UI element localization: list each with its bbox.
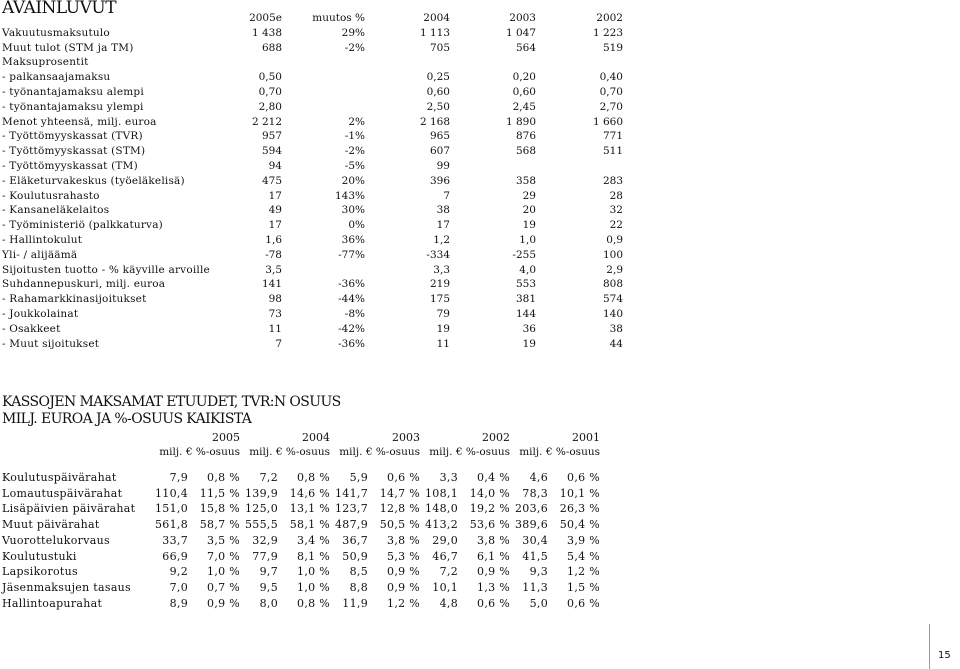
table-cell: -77% [338,248,365,261]
share-cell: 50,4 % [559,518,600,532]
table-row [2,41,623,56]
table-row [2,85,623,100]
share-cell: 58,1 % [289,518,330,532]
table-cell: -44% [338,293,365,306]
table-row [2,549,600,565]
header-spacer [2,460,600,470]
row-label: Hallintoapurahat [2,596,103,610]
row-label: - Työttömyyskassat (STM) [2,145,146,158]
page-number: 15 [938,650,951,661]
table-cell: 17 [436,219,450,232]
table-cell: 688 [261,41,282,54]
subheader-2005: milj. € %-osuus [159,446,240,458]
share-cell: 0,4 % [477,471,510,484]
amount-cell: 7,2 [259,471,278,484]
share-cell: 1,5 % [567,580,600,594]
share-cell: 0,9 % [387,565,420,579]
share-cell: 0,6 % [567,471,600,484]
table-row [2,580,600,596]
table-cell: 771 [602,130,623,143]
row-label: - Hallintokulut [2,233,83,246]
table-cell: -36% [338,278,365,291]
amount-cell: 41,5 [522,549,548,563]
year-2004: 2004 [302,431,330,444]
table-cell: -5% [344,159,365,172]
table-row [2,203,623,218]
share-cell: 26,3 % [559,502,600,516]
table-row [2,337,623,352]
table-cell: 568 [515,145,536,158]
table-cell: 705 [429,41,450,54]
amount-cell: 148,0 [425,502,458,516]
share-cell: 0,8 % [207,471,240,484]
table-cell: 396 [429,174,450,187]
amount-cell: 29,0 [432,533,458,547]
share-cell: 5,4 % [567,549,600,563]
table-cell: -1% [344,130,365,143]
table-row [2,564,600,580]
amount-cell: 36,7 [342,533,368,547]
share-cell: 0,6 % [477,596,510,610]
table-cell: 2 168 [419,115,450,128]
table-cell: 0,50 [258,71,282,84]
table-cell: 876 [515,130,536,143]
share-cell: 10,1 % [559,486,600,500]
table-cell: 2,45 [512,100,536,113]
share-cell: 0,6 % [567,596,600,610]
amount-cell: 413,2 [425,518,458,532]
table-cell: 219 [429,278,450,291]
share-cell: 11,5 % [199,486,240,500]
footer-divider [929,624,930,669]
key-figures-table [2,11,623,351]
row-label: Koulutuspäivärahat [2,471,117,484]
header-change: muutos % [312,12,365,24]
table-cell: 2,50 [426,100,450,113]
share-cell: 0,9 % [387,580,420,594]
amount-cell: 4,6 [529,471,548,484]
amount-cell: 9,5 [259,580,278,594]
table-cell: 32 [609,204,623,217]
amount-cell: 50,9 [342,549,368,563]
share-cell: 0,6 % [387,471,420,484]
year-2002: 2002 [482,431,510,444]
share-cell: 0,8 % [297,596,330,610]
header-2003: 2003 [509,12,536,24]
table-cell: 20% [341,174,365,187]
amount-cell: 11,3 [522,580,548,594]
table-cell: 30% [341,204,365,217]
table-row [2,248,623,263]
year-label-cell [2,430,150,445]
row-label: - Joukkolainat [2,307,79,320]
table-row [2,596,600,612]
table-cell [365,55,450,70]
amount-cell: 9,2 [169,565,188,579]
amount-cell: 32,9 [252,533,278,547]
table-cell: 0,60 [512,85,536,98]
table-row [2,533,600,549]
subheader-2002: milj. € %-osuus [429,446,510,458]
amount-cell: 33,7 [162,533,188,547]
share-cell: 1,2 % [567,565,600,579]
header-label-cell [2,11,237,26]
amount-cell: 8,9 [169,596,188,610]
amount-cell: 7,2 [439,565,458,579]
share-cell: 1,0 % [297,565,330,579]
share-cell: 58,7 % [199,518,240,532]
table-cell: 594 [261,145,282,158]
table-cell: -2% [344,145,365,158]
table-row [2,115,623,130]
row-label: Vakuutusmaksutulo [2,26,110,39]
table-cell: 19 [522,337,536,350]
table-cell: -42% [338,322,365,335]
table-cell: 98 [268,293,282,306]
table-cell: 0,40 [599,71,623,84]
table-cell: 36% [341,233,365,246]
table-row [2,486,600,502]
table-row [2,218,623,233]
table-cell: -8% [344,307,365,320]
table-cell: -2% [344,41,365,54]
row-label: - Työttömyyskassat (TM) [2,159,138,172]
table-cell: 0,70 [599,85,623,98]
table-cell: 100 [602,248,623,261]
year-2005: 2005 [212,431,240,444]
table-row [2,174,623,189]
amount-cell: 46,7 [432,549,458,563]
table-row [2,501,600,517]
table-row [2,189,623,204]
table-cell: 2,80 [258,100,282,113]
table-cell: 17 [268,189,282,202]
amount-cell: 10,1 [432,580,458,594]
table-cell: 19 [436,322,450,335]
table-cell: 141 [261,278,282,291]
table-cell: 143% [334,189,365,202]
table-cell [282,263,365,278]
table-cell: 957 [261,130,282,143]
amount-cell: 77,9 [252,549,278,563]
amount-cell: 66,9 [162,549,188,563]
table-cell: 175 [429,293,450,306]
header-2005e: 2005e [249,12,282,24]
share-cell: 0,9 % [207,596,240,610]
table-cell: 381 [515,293,536,306]
table-cell: 19 [522,219,536,232]
share-cell: 0,8 % [297,471,330,484]
table-cell [282,70,365,85]
table-cell [282,55,365,70]
table-cell: 0,9 [606,233,623,246]
row-label: - Rahamarkkinasijoitukset [2,293,147,306]
table-cell: 1 438 [251,26,282,39]
table-cell: 2% [348,115,365,128]
table-cell: 1 047 [505,26,536,39]
table-cell: 0% [348,219,365,232]
row-label: - Osakkeet [2,322,61,335]
row-label: - palkansaajamaksu [2,71,111,84]
table-cell [282,85,365,100]
row-label: Menot yhteensä, milj. euroa [2,115,157,128]
row-label: Vuorottelukorvaus [2,533,110,547]
table-cell: 29 [522,189,536,202]
table-cell: 29% [341,26,365,39]
section-title-line1: KASSOJEN MAKSAMAT ETUUDET, TVR:N OSUUS [2,394,341,410]
table-cell: 1,6 [265,233,282,246]
amount-cell: 203,6 [515,502,548,516]
benefits-subheader-row [2,445,600,460]
row-label: Sijoitusten tuotto - % käyville arvoille [2,263,210,276]
table-cell: 44 [609,337,623,350]
benefits-year-row [2,430,600,445]
amount-cell: 141,7 [335,486,368,500]
table-cell: 3,3 [433,263,450,276]
table-row [2,70,623,85]
table-cell: 38 [609,322,623,335]
table-cell: 1,0 [519,233,536,246]
table-cell: 11 [268,322,282,335]
table-cell: 140 [602,307,623,320]
amount-cell: 9,7 [259,565,278,579]
table-row [2,322,623,337]
share-cell: 7,0 % [207,549,240,563]
table-cell: 73 [268,307,282,320]
table-cell: -334 [426,248,450,261]
table-cell [237,55,282,70]
table-cell: 475 [261,174,282,187]
table-cell: 79 [436,307,450,320]
share-cell: 15,8 % [199,502,240,516]
table-cell [450,55,536,70]
amount-cell: 3,3 [439,471,458,484]
header-2004: 2004 [423,12,450,24]
table-cell: 564 [515,41,536,54]
table-cell: 22 [609,219,623,232]
share-cell: 53,6 % [469,518,510,532]
table-cell: 7 [443,189,450,202]
row-label: Suhdannepuskuri, milj. euroa [2,278,166,291]
row-label: Koulutustuki [2,549,77,563]
row-label: Lapsikorotus [2,565,78,579]
amount-cell: 8,0 [259,596,278,610]
amount-cell: 125,0 [245,502,278,516]
row-label: - Muut sijoitukset [2,337,100,350]
table-cell: 511 [602,145,623,158]
share-cell: 3,4 % [297,533,330,547]
table-cell: 94 [268,159,282,172]
table-cell: 144 [515,307,536,320]
table-cell: 7 [275,337,282,350]
amount-cell: 8,5 [349,565,368,579]
amount-cell: 151,0 [155,502,188,516]
table-cell [536,159,623,174]
table-row [2,277,623,292]
amount-cell: 108,1 [425,486,458,500]
row-label: - Kansaneläkelaitos [2,204,110,217]
share-cell: 3,5 % [207,533,240,547]
subheader-label-cell [2,445,150,460]
amount-cell: 7,9 [169,471,188,484]
table-cell [282,100,365,115]
row-label: - Työttömyyskassat (TVR) [2,130,143,143]
table-row [2,26,623,41]
share-cell: 1,3 % [477,580,510,594]
share-cell: 3,9 % [567,533,600,547]
row-label: Lomautuspäivärahat [2,486,123,500]
table-cell: 20 [522,204,536,217]
year-2001: 2001 [572,431,600,444]
amount-cell: 7,0 [169,580,188,594]
table-cell: 1,2 [433,233,450,246]
share-cell: 0,7 % [207,580,240,594]
amount-cell: 110,4 [155,486,188,500]
table-row [2,129,623,144]
table-cell: 28 [609,189,623,202]
row-label: Muut tulot (STM ja TM) [2,41,134,54]
table-cell: 358 [515,174,536,187]
section-title-line2: MILJ. EUROA JA %-OSUUS KAIKISTA [2,411,252,427]
table-row [2,292,623,307]
table-cell: 2,9 [606,263,623,276]
table-cell: 4,0 [519,263,536,276]
share-cell: 3,8 % [387,533,420,547]
benefits-table [2,430,600,611]
table-cell: -36% [338,337,365,350]
table-cell: -255 [512,248,536,261]
share-cell: 12,8 % [379,502,420,516]
table-cell: 36 [522,322,536,335]
share-cell: 19,2 % [469,502,510,516]
table-cell: 0,60 [426,85,450,98]
amount-cell: 555,5 [245,518,278,532]
share-cell: 14,6 % [289,486,330,500]
row-label: Yli- / alijäämä [2,248,78,261]
subheader-2003: milj. € %-osuus [339,446,420,458]
table-cell: 49 [268,204,282,217]
table-cell: 38 [436,204,450,217]
table-cell: 1 223 [592,26,623,39]
header-2002: 2002 [596,12,623,24]
table-cell [450,159,536,174]
row-label: Jäsenmaksujen tasaus [2,580,132,594]
table-cell: 3,5 [265,263,282,276]
share-cell: 14,7 % [379,486,420,500]
amount-cell: 389,6 [515,518,548,532]
row-label: - Koulutusrahasto [2,189,100,202]
table-cell: 0,70 [258,85,282,98]
share-cell: 0,9 % [477,565,510,579]
row-label: - Työministeriö (palkkaturva) [2,219,163,232]
table-cell: 11 [436,337,450,350]
table-row [2,144,623,159]
page-title: AVAINLUVUT [2,0,117,18]
table-row [2,55,623,70]
table-row [2,470,600,486]
share-cell: 5,3 % [387,549,420,563]
share-cell: 1,0 % [207,565,240,579]
row-label: - työnantajamaksu ylempi [2,100,144,113]
table-cell: 519 [602,41,623,54]
amount-cell: 561,8 [155,518,188,532]
table-cell: 1 113 [419,26,450,39]
table-cell: 0,25 [426,71,450,84]
subheader-2004: milj. € %-osuus [249,446,330,458]
table-cell: 17 [268,219,282,232]
table-cell: 1 660 [592,115,623,128]
amount-cell: 123,7 [335,502,368,516]
table-cell: 2,70 [599,100,623,113]
table-row [2,517,600,533]
row-label: Maksuprosentit [2,56,89,69]
share-cell: 13,1 % [289,502,330,516]
table-cell: 0,20 [512,71,536,84]
table-cell: 2 212 [251,115,282,128]
amount-cell: 8,8 [349,580,368,594]
amount-cell: 9,3 [529,565,548,579]
table-cell: -78 [265,248,282,261]
share-cell: 50,5 % [379,518,420,532]
subheader-2001: milj. € %-osuus [519,446,600,458]
table-row [2,263,623,278]
table-cell: 965 [429,130,450,143]
amount-cell: 139,9 [245,486,278,500]
share-cell: 1,0 % [297,580,330,594]
row-label: Lisäpäivien päivärahat [2,502,136,516]
table-cell: 607 [429,145,450,158]
amount-cell: 5,0 [529,596,548,610]
row-label: - Eläketurvakeskus (työeläkelisä) [2,174,185,187]
table-row [2,233,623,248]
table-cell: 808 [602,278,623,291]
amount-cell: 78,3 [522,486,548,500]
amount-cell: 4,8 [439,596,458,610]
share-cell: 3,8 % [477,533,510,547]
table-row [2,100,623,115]
amount-cell: 487,9 [335,518,368,532]
table-cell: 553 [515,278,536,291]
share-cell: 8,1 % [297,549,330,563]
year-2003: 2003 [392,431,420,444]
share-cell: 14,0 % [469,486,510,500]
amount-cell: 30,4 [522,533,548,547]
table-cell: 574 [602,293,623,306]
amount-cell: 5,9 [349,471,368,484]
table-row [2,307,623,322]
table-row [2,159,623,174]
amount-cell: 11,9 [342,596,368,610]
share-cell: 1,2 % [387,596,420,610]
row-label: - työnantajamaksu alempi [2,85,144,98]
table-cell: 99 [436,159,450,172]
table-cell: 283 [602,174,623,187]
table-cell: 1 890 [505,115,536,128]
row-label: Muut päivärahat [2,518,100,532]
share-cell: 6,1 % [477,549,510,563]
key-figures-header-row [2,11,623,26]
table-cell [536,55,623,70]
